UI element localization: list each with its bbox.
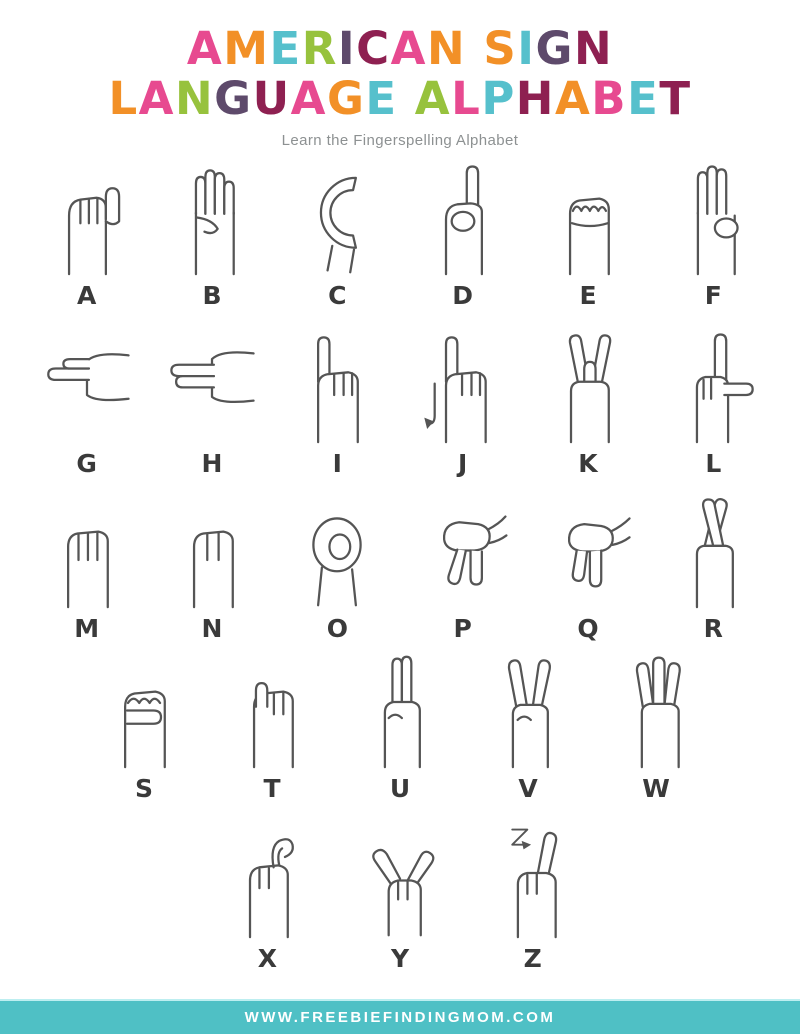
title-letter: S xyxy=(483,22,518,75)
asl-hand-f-icon xyxy=(662,159,764,277)
asl-hand-q-icon xyxy=(537,492,639,610)
sign-letter: F xyxy=(704,281,722,310)
sign-cell-v xyxy=(464,652,592,822)
sign-letter: M xyxy=(74,614,100,643)
sign-cell-p xyxy=(400,492,525,652)
title-letter: E xyxy=(627,72,660,125)
sign-cell-q xyxy=(525,492,650,652)
title-letter: U xyxy=(252,72,291,125)
sign-cell-x xyxy=(201,822,334,994)
sign-cell-r xyxy=(651,492,776,652)
sign-cell-z xyxy=(466,822,599,994)
sign-letter: S xyxy=(134,774,153,803)
asl-hand-g-icon xyxy=(36,327,138,445)
asl-hand-a-icon xyxy=(36,159,138,277)
sign-cell-d xyxy=(400,159,525,327)
asl-hand-r-icon xyxy=(662,492,764,610)
asl-hand-y-icon xyxy=(349,822,451,940)
asl-hand-d-icon xyxy=(412,159,514,277)
asl-hand-b-icon xyxy=(161,159,263,277)
sign-cell-s xyxy=(80,652,208,822)
sign-letter: H xyxy=(201,449,223,478)
asl-hand-e-icon xyxy=(537,159,639,277)
sign-cell-k xyxy=(525,327,650,492)
sign-cell-h xyxy=(149,327,274,492)
title-letter: H xyxy=(515,72,555,125)
sign-cell-m xyxy=(24,492,149,652)
sign-cell-c xyxy=(275,159,400,327)
asl-hand-k-icon xyxy=(537,327,639,445)
title-letter: G xyxy=(535,22,574,75)
title-letter: N xyxy=(427,22,467,75)
sign-row xyxy=(24,492,776,652)
title-letter: E xyxy=(269,22,302,75)
title-letter: T xyxy=(659,72,692,125)
asl-hand-i-icon xyxy=(286,327,388,445)
sign-cell-i xyxy=(275,327,400,492)
asl-hand-w-icon xyxy=(605,652,707,770)
sign-letter: G xyxy=(76,449,97,478)
title-letter: G xyxy=(214,72,253,125)
sign-row xyxy=(24,327,776,492)
sign-row xyxy=(201,822,599,994)
title-letter: B xyxy=(591,72,628,125)
sign-letter: T xyxy=(263,774,281,803)
sign-cell-a xyxy=(24,159,149,327)
sign-letter: Q xyxy=(577,614,599,643)
asl-hand-n-icon xyxy=(161,492,263,610)
asl-hand-l-icon xyxy=(662,327,764,445)
asl-hand-m-icon xyxy=(36,492,138,610)
title-letter xyxy=(466,24,483,74)
sign-letter: Z xyxy=(523,944,542,973)
sign-letter: Y xyxy=(390,944,410,973)
asl-hand-s-icon xyxy=(93,652,195,770)
sign-cell-y xyxy=(334,822,467,994)
asl-hand-p-icon xyxy=(412,492,514,610)
title-letter: E xyxy=(365,72,398,125)
asl-hand-x-icon xyxy=(216,822,318,940)
asl-hand-u-icon xyxy=(349,652,451,770)
sign-letter: P xyxy=(453,614,472,643)
footer-bar xyxy=(0,999,800,1034)
title-letter: A xyxy=(186,22,224,75)
poster-header xyxy=(0,0,800,149)
title-letter: M xyxy=(223,22,270,75)
sign-row xyxy=(80,652,720,822)
asl-hand-h-icon xyxy=(161,327,263,445)
title-letter: A xyxy=(390,22,427,75)
sign-cell-u xyxy=(336,652,464,822)
sign-letter: B xyxy=(202,281,222,310)
sign-cell-f xyxy=(651,159,776,327)
asl-hand-t-icon xyxy=(221,652,323,770)
sign-letter: N xyxy=(201,614,223,643)
asl-hand-z-icon xyxy=(482,822,584,940)
sign-letter: D xyxy=(452,281,474,310)
sign-letter: O xyxy=(326,614,348,643)
signs-grid xyxy=(0,149,800,994)
sign-letter: X xyxy=(257,944,277,973)
sign-cell-b xyxy=(149,159,274,327)
title-letter: A xyxy=(138,72,175,125)
sign-letter: L xyxy=(705,449,722,478)
asl-hand-o-icon xyxy=(286,492,388,610)
footer-url: WWW.FREEBIEFINDINGMOM.COM xyxy=(244,1009,556,1026)
title-line-1 xyxy=(0,24,800,74)
title-letter: P xyxy=(481,72,516,125)
title-letter: L xyxy=(451,72,482,125)
sign-cell-j xyxy=(400,327,525,492)
title-letter: C xyxy=(356,22,391,75)
sign-letter: I xyxy=(332,449,342,478)
sign-cell-n xyxy=(149,492,274,652)
title-line-2 xyxy=(0,74,800,124)
title-letter: A xyxy=(554,72,592,125)
sign-letter: R xyxy=(703,614,723,643)
title-letter: N xyxy=(174,72,215,125)
title-letter: I xyxy=(337,22,357,75)
sign-cell-l xyxy=(651,327,776,492)
title-letter: N xyxy=(573,22,614,75)
sign-cell-t xyxy=(208,652,336,822)
sign-letter: V xyxy=(518,774,538,803)
title-letter: A xyxy=(414,72,452,125)
sign-letter: A xyxy=(76,281,97,310)
asl-hand-j-icon xyxy=(412,327,514,445)
sign-letter: W xyxy=(642,774,670,803)
sign-cell-o xyxy=(275,492,400,652)
asl-hand-c-icon xyxy=(286,159,388,277)
sign-letter: J xyxy=(457,449,468,478)
title-letter: L xyxy=(108,72,139,125)
sign-cell-w xyxy=(592,652,720,822)
sign-letter: E xyxy=(579,281,597,310)
sign-letter: K xyxy=(578,449,598,478)
title-letter: G xyxy=(326,72,366,125)
sign-letter: C xyxy=(328,281,347,310)
title-letter: R xyxy=(301,22,338,75)
title-letter xyxy=(398,74,415,124)
sign-cell-g xyxy=(24,327,149,492)
title-letter: I xyxy=(517,22,536,75)
title-letter: A xyxy=(290,72,327,125)
sign-row xyxy=(24,149,776,327)
asl-hand-v-icon xyxy=(477,652,579,770)
poster-subtitle: Learn the Fingerspelling Alphabet xyxy=(281,132,519,149)
sign-letter: U xyxy=(389,774,411,803)
sign-cell-e xyxy=(525,159,650,327)
